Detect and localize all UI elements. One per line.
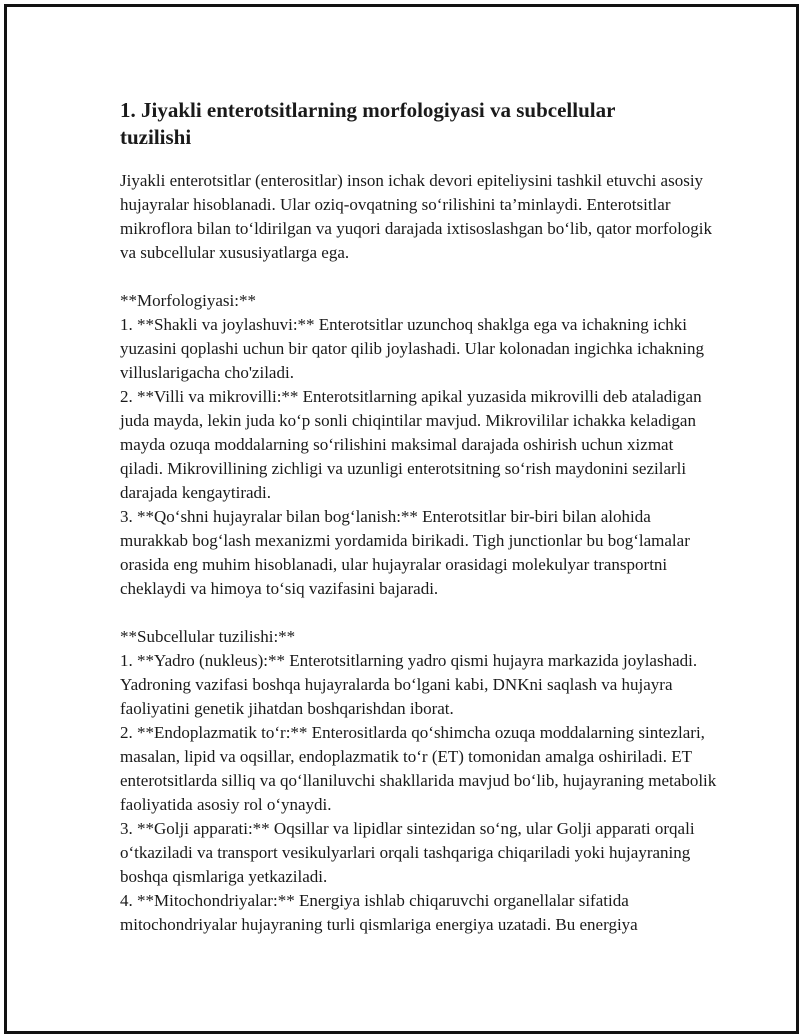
subcellular-heading: **Subcellular tuzilishi:** xyxy=(120,627,296,646)
subcellular-item-4: 4. **Mitochondriyalar:** Energiya ishlab chiqaruvchi organellalar sifatida mitochondriyalar hujayraning turli qismlariga energiya uzatadi. Bu energiya xyxy=(120,891,638,934)
morphology-heading: **Morfologiyasi:** xyxy=(120,291,256,310)
morphology-item-1: 1. **Shakli va joylashuvi:** Enterotsitlar uzunchoq shaklga ega va ichakning ichki yuzasini qoplashi uchun bir qator qilib joylashadi. Ular kolonadan ingichka ichakning villuslarigacha cho'ziladi. xyxy=(120,315,705,382)
morphology-item-2: 2. **Villi va mikrovilli:** Enterotsitlarning apikal yuzasida mikrovilli deb ataladigan juda mayda, lekin juda ko‘p sonli chiqintilar mavjud. Mikrovililar ichakka keladigan mayda ozuqa moddalarning so‘rilishini maksimal darajada oshirish uchun xizmat qiladi. Mikrovillining zichligi va uzunligi enterotsitning so‘rish maydonini sezilarli darajada kengaytiradi. xyxy=(120,387,702,502)
document-title: 1. Jiyakli enterotsitlarning morfologiyasi va subcellular tuzilishi xyxy=(120,98,616,149)
document-body xyxy=(120,97,720,937)
intro-paragraph: Jiyakli enterotsitlar (enterositlar) inson ichak devori epiteliysini tashkil etuvchi asosiy hujayralar hisoblanadi. Ular oziq-ovqatning so‘rilishini ta’minlaydi. Enterotsitlar mikroflora bilan to‘ldirilgan va yuqori darajada ixtisoslashgan bo‘lib, qator morfologik va subcellular xususiyatlarga ega. xyxy=(120,171,713,262)
page-frame xyxy=(4,4,799,1034)
subcellular-item-1: 1. **Yadro (nukleus):** Enterotsitlarning yadro qismi hujayra markazida joylashadi. Yadroning vazifasi boshqa hujayralarda bo‘lgani kabi, DNKni saqlash va hujayra faoliyatini genetik jihatdan boshqarishdan iborat. xyxy=(120,651,698,718)
subcellular-item-2: 2. **Endoplazmatik to‘r:** Enterositlarda qo‘shimcha ozuqa moddalarning sintezlari, masalan, lipid va oqsillar, endoplazmatik to‘r (ET) tomonidan amalga oshiriladi. ET enterotsitlarda silliq va qo‘llaniluvchi shakllarida mavjud bo‘lib, hujayraning metabolik faoliyatida asosiy rol o‘ynaydi. xyxy=(120,723,717,814)
morphology-item-3: 3. **Qo‘shni hujayralar bilan bog‘lanish:** Enterotsitlar bir-biri bilan alohida murakkab bog‘lash mexanizmi yordamida birikadi. Tigh junctionlar bu bog‘lamalar orasida eng muhim hisoblanadi, ular hujayralar orasidagi molekulyar transportni cheklaydi va himoya to‘siq vazifasini bajaradi. xyxy=(120,507,690,598)
subcellular-item-3: 3. **Golji apparati:** Oqsillar va lipidlar sintezidan so‘ng, ular Golji apparati orqali o‘tkaziladi va transport vesikulyarlari orqali tashqariga chiqariladi yoki hujayraning boshqa qismlariga yetkaziladi. xyxy=(120,819,695,886)
